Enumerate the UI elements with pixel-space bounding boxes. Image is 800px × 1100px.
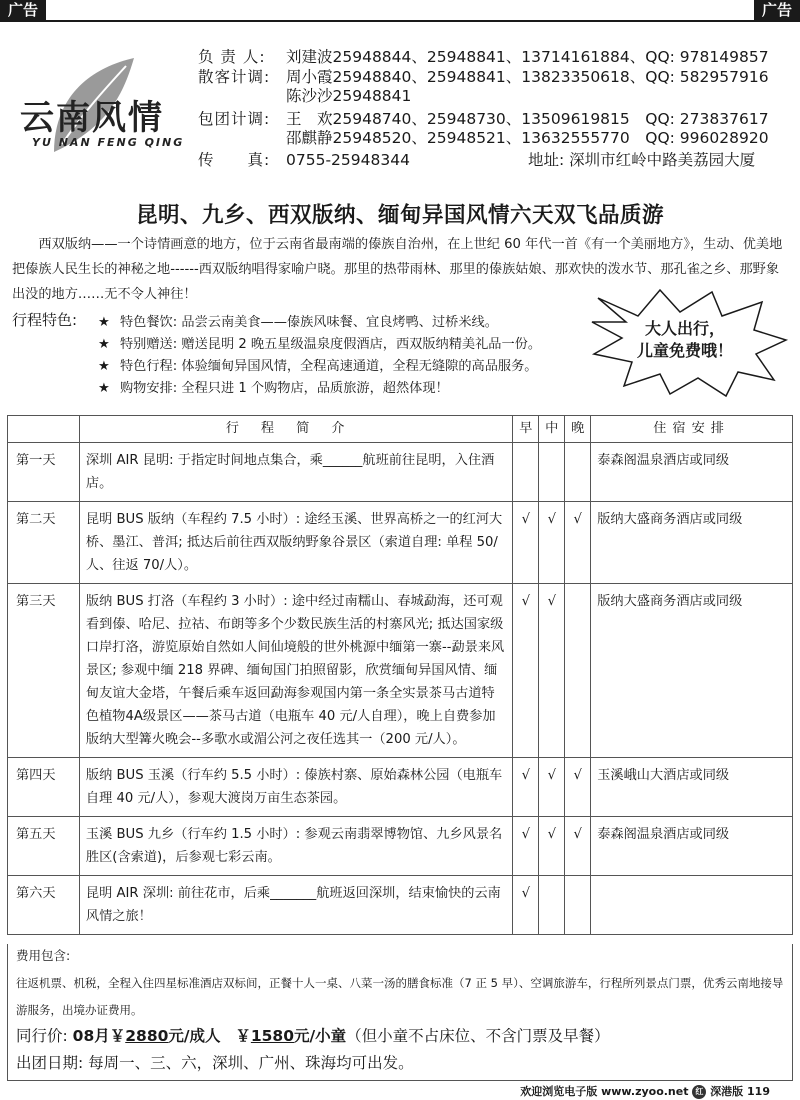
adult-price: 2880 xyxy=(125,1027,169,1045)
features-title: 行程特色: xyxy=(12,311,78,329)
star-icon: ★ xyxy=(98,337,110,352)
contact-row: 负 责 人: 刘建波25948844、25948841、13714161884、QQ: 978149857 xyxy=(198,48,769,66)
ad-label-left: 广告 xyxy=(0,0,46,20)
table-row: 第五天 玉溪 BUS 九乡（行车约 1.5 小时）: 参观云南翡翠博物馆、九乡风景名胜区(含索道)，后参观七彩云南。 √ √ √ 泰森阁温泉酒店或同级 xyxy=(8,817,793,876)
star-icon: ★ xyxy=(98,381,110,396)
page-title: 昆明、九乡、西双版纳、缅甸异国风情六天双飞品质游 xyxy=(135,203,664,228)
price-line: 同行价: 08月￥2880元/成人 ￥1580元/小童（但小童不占床位、不含门票及早餐） xyxy=(16,1027,610,1045)
header-dinner: 晚 xyxy=(565,416,591,443)
ad-label-right: 广告 xyxy=(754,0,800,20)
header-breakfast: 早 xyxy=(513,416,539,443)
contact-row: 陈沙沙25948841 xyxy=(286,87,412,105)
feature-item: ★ 特色餐饮: 品尝云南美食——傣族风味餐、宜良烤鸭、过桥米线。 xyxy=(98,315,498,330)
header-plan: 行程简介 xyxy=(79,416,512,443)
logo-subtext: YU NAN FENG QING xyxy=(32,136,185,149)
feature-item: ★ 特别赠送: 赠送昆明 2 晚五星级温泉度假酒店，西双版纳精美礼品一份。 xyxy=(98,337,542,352)
contact-block xyxy=(198,48,788,170)
fee-title: 费用包含: xyxy=(16,948,71,963)
page-footer: 欢迎浏览电子版 www.zyoo.net 红 深港版 119 xyxy=(520,1085,770,1098)
contact-row: 散客计调: 周小霞25948840、25948841、13823350618、QQ: 582957916 xyxy=(198,67,769,86)
star-icon: ★ xyxy=(98,315,110,330)
departure-dates: 出团日期: 每周一、三、六，深圳、广州、珠海均可出发。 xyxy=(16,1054,414,1072)
top-rule xyxy=(0,20,800,22)
table-row: 第三天 版纳 BUS 打洛（车程约 3 小时）: 途中经过南糯山、春城勐海，还可观看到傣、哈尼、拉祜、布朗等多个少数民族生活的村寨风光; 抵达国家级口岸打洛，游览原始自然如人间仙境般的世外桃源中缅第一寨--勐景来风景区; 参观中缅 218 界碑、缅甸国门拍照留影，欣赏缅甸异国风情、缅甸友谊大金塔，午餐后乘车返回勐海参观国内第一条全实景茶马古道特色植物4A级景区——茶马古道（电瓶车 40 元/人自理），晚上自费参加版纳大型篝火晚会--多歌水或湄公河之夜任选其一（200 元/人）。 √ √ 版纳大盛商务酒店或同级 xyxy=(8,584,793,758)
feature-item: ★ 购物安排: 全程只进 1 个购物店，品质旅游，超然体现！ xyxy=(98,381,449,396)
intro-paragraph: 西双版纳——一个诗情画意的地方，位于云南省最南端的傣族自治州，在上世纪 60 年代一首《有一个美丽地方》，生动、优美地把傣族人民生长的神秘之地------西双版纳唱得家喻户晓。那里的热带雨林、那里的傣族姑娘、那欢快的泼水节、那孔雀之乡、那野象出没的地方……无不令人神往！ xyxy=(12,237,783,302)
feature-item: ★ 特色行程: 体验缅甸异国风情，全程高速通道，全程无缝隙的高品服务。 xyxy=(98,359,538,374)
fee-text: 往返机票、机税，全程入住四星标准酒店双标间，正餐十人一桌、八菜一汤的膳食标准（7 正 5 早）、空调旅游车，行程所列景点门票，优秀云南地接导游服务，出境办证费用。 xyxy=(16,976,784,1017)
address: 地址: 深圳市红岭中路美荔园大厦 xyxy=(527,150,756,169)
contact-row: 包团计调: 王 欢25948740、25948730、13509619815 QQ: 273837617 xyxy=(198,109,769,128)
itinerary-table xyxy=(7,415,793,935)
fax-row: 传 真: 0755-25948344 地址: 深圳市红岭中路美荔园大厦 xyxy=(198,150,756,169)
promo-badge: 大人出行， 儿童免费哦！ xyxy=(636,319,733,360)
badge-icon: 红 xyxy=(692,1085,706,1099)
header-stay: 住宿安排 xyxy=(591,416,793,443)
table-row: 第一天 深圳 AIR 昆明: 于指定时间地点集合，乘______航班前往昆明，入住酒店。 泰森阁温泉酒店或同级 xyxy=(8,443,793,502)
table-row: 第四天 版纳 BUS 玉溪（行车约 5.5 小时）: 傣族村寨、原始森林公园（电瓶车自理 40 元/人），参观大渡岗万亩生态茶园。 √ √ √ 玉溪峨山大酒店或同级 xyxy=(8,758,793,817)
logo xyxy=(14,52,184,162)
child-price: 1580 xyxy=(250,1027,294,1045)
logo-text: 云南风情 xyxy=(20,98,164,138)
star-icon: ★ xyxy=(98,359,110,374)
table-row: 第二天 昆明 BUS 版纳（车程约 7.5 小时）: 途经玉溪、世界高桥之一的红河大桥、墨江、普洱; 抵达后前往西双版纳野象谷景区（索道自理: 单程 50/人、往返 70/人）。 √ √ √ 版纳大盛商务酒店或同级 xyxy=(8,502,793,584)
page-number: 119 xyxy=(747,1085,770,1098)
contact-row: 邵麒静25948520、25948521、13632555770 QQ: 996028920 xyxy=(286,129,769,147)
header-lunch: 中 xyxy=(539,416,565,443)
table-row: 第六天 昆明 AIR 深圳: 前往花市，后乘_______航班返回深圳，结束愉快的云南风情之旅！ √ xyxy=(8,876,793,935)
table-header-row xyxy=(8,416,793,443)
